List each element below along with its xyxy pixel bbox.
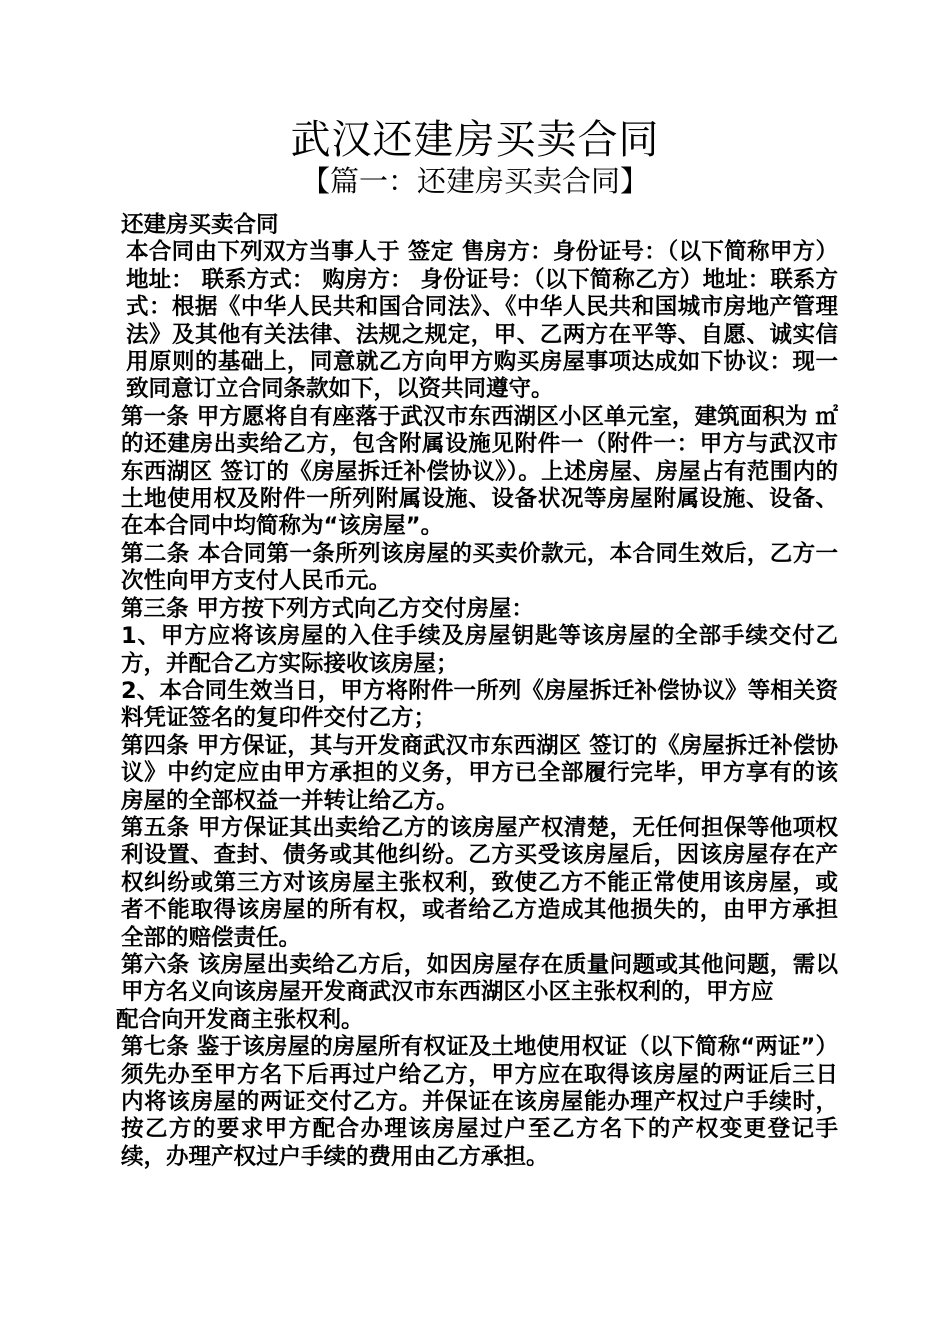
paragraph-article-6-continued: 配合向开发商主张权利。	[116, 1006, 364, 1033]
paragraph-article-6: 第六条 该房屋出卖给乙方后，如因房屋存在质量问题或其他问题，需以甲方名义向该房屋开发商武汉市东西湖区小区主张权利的，甲方应	[121, 951, 838, 1006]
document-subtitle: 【篇一：还建房买卖合同】	[300, 164, 649, 198]
paragraph-article-5: 第五条 甲方保证其出卖给乙方的该房屋产权清楚，无任何担保等他项权利设置、查封、债务或其他纠纷。乙方买受该房屋后，因该房屋存在产权纠纷或第三方对该房屋主张权利，致使乙方不能正常使用该房屋，或者不能取得该房屋的所有权，或者给乙方造成其他损失的，由甲方承担全部的赔偿责任。	[121, 814, 838, 951]
paragraph-article-3-item-1: 1、甲方应将该房屋的入住手续及房屋钥匙等该房屋的全部手续交付乙方，并配合乙方实际接收该房屋；	[121, 623, 838, 677]
paragraph-article-7: 第七条 鉴于该房屋的房屋所有权证及土地使用权证（以下简称“两证”）须先办至甲方名下后再过户给乙方，甲方应在取得该房屋的两证后三日内将该房屋的两证交付乙方。并保证在该房屋能办理产权过户手续时，按乙方的要求甲方配合办理该房屋过户至乙方名下的产权变更登记手续，办理产权过户手续的费用由乙方承担。	[121, 1034, 838, 1170]
document-title: 武汉还建房买卖合同	[290, 117, 660, 163]
paragraph-article-3-item-2: 2、本合同生效当日，甲方将附件一所列《房屋拆迁补偿协议》等相关资料凭证签名的复印件交付乙方；	[121, 677, 838, 732]
paragraph-article-2: 第二条 本合同第一条所列该房屋的买卖价款元，本合同生效后，乙方一次性向甲方支付人民币元。	[121, 540, 838, 595]
paragraph-article-4: 第四条 甲方保证，其与开发商武汉市东西湖区 签订的《房屋拆迁补偿协议》中约定应由甲方承担的义务，甲方已全部履行完毕，甲方享有的该房屋的全部权益一并转让给乙方。	[121, 732, 838, 814]
paragraph-article-3: 第三条 甲方按下列方式向乙方交付房屋：	[121, 595, 534, 622]
paragraph-article-1: 第一条 甲方愿将自有座落于武汉市东西湖区小区单元室，建筑面积为 ㎡的还建房出卖给乙方，包含附属设施见附件一（附件一：甲方与武汉市东西湖区 签订的《房屋拆迁补偿协议》）。上述房屋、房屋占有范围内的土地使用权及附件一所列附属设施、设备状况等房屋附属设施、设备、在本合同中均简称为“该房屋”。	[121, 403, 838, 540]
paragraph-parties: 本合同由下列双方当事人于 签定 售房方：身份证号：（以下简称甲方） 地址： 联系方式： 购房方： 身份证号：（以下简称乙方）地址：联系方式：根据《中华人民共和国合同法》、《中华人民共和国城市房地产管理法》及其他有关法律、法规之规定，甲、乙两方在平等、自愿、诚实信用原则的基础上，同意就乙方向甲方购买房屋事项达成如下协议：现一致同意订立合同条款如下，以资共同遵守。	[126, 239, 838, 403]
document-body	[116, 212, 838, 1171]
section-heading: 还建房买卖合同	[121, 212, 279, 238]
